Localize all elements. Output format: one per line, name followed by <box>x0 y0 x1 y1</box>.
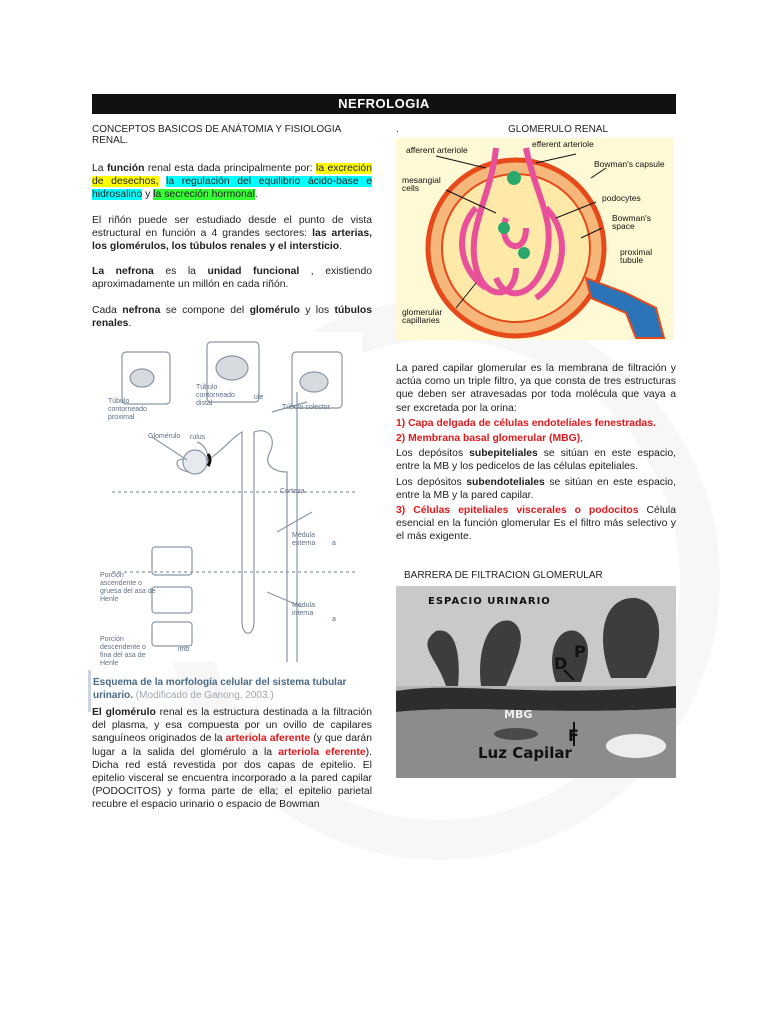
label-mbg: MBG <box>504 708 533 721</box>
micrograph-figure <box>396 586 676 778</box>
label-corteza: Corteza <box>280 488 305 495</box>
text-run: (y que darán lugar a la salida del glomérulo a la <box>92 733 372 758</box>
text-run: se sitúan en este espacio, entre la MB y los pedicelos de las células epiteliales. <box>396 448 676 473</box>
text-run: renal es la estructura destinada a la filtración del plasma, y esa compuesta por un ovillo de capilares sanguíneos originados de la <box>92 707 372 745</box>
label-espacio-urinario: ESPACIO URINARIO <box>428 596 551 607</box>
label-imb: imb <box>178 646 190 653</box>
paragraph-componentes <box>92 304 372 330</box>
label-a1: a <box>332 540 336 547</box>
paragraph-estructura <box>92 214 372 254</box>
section-heading-glomerulo: GLOMERULO RENAL <box>508 124 609 135</box>
text-run: . <box>339 241 343 253</box>
red-term-eferente: arteriola eferente <box>278 746 366 758</box>
list-item-mbg <box>396 432 676 445</box>
paragraph-subepiteliales <box>396 447 676 473</box>
label-ule: ule <box>254 394 264 401</box>
label-proximal-tubule: proximal tubule <box>620 247 653 265</box>
text-run: El riñón puede ser estudiado desde el punto de vista estructural en función a 4 grandes sectores: <box>92 214 372 239</box>
label-bowmans-capsule: Bowman's capsule <box>594 159 665 169</box>
red-term-mbg: 2) Membrana basal glomerular (MBG) <box>396 433 581 445</box>
paragraph-funcion-renal <box>92 162 372 202</box>
left-column <box>92 124 372 342</box>
bold-term-subepiteliales: subepiteliales <box>469 448 538 460</box>
bold-term: glomérulo <box>249 304 300 316</box>
text-run: . <box>128 317 132 329</box>
label-medula-externa: Médula externa <box>292 532 316 547</box>
bold-term-subendoteliales: subendoteliales <box>466 476 545 488</box>
section-heading-conceptos: CONCEPTOS BASICOS DE ANÁTOMIA Y FISIOLOGIA RENAL. <box>92 124 341 146</box>
text-run: y <box>142 189 154 201</box>
nephron-figure <box>92 332 362 667</box>
label-a2: a <box>332 616 336 623</box>
text-run: , existiendo aproximadamente un millón en cada riñón. <box>92 266 373 291</box>
section-heading-barrera: BARRERA DE FILTRACION GLOMERULAR <box>404 570 603 581</box>
text-run: Los depósitos <box>396 448 470 460</box>
red-term-aferente: arteriola aferente <box>225 733 311 745</box>
label-luz-capilar: Luz Capilar <box>478 744 572 762</box>
text-run: La <box>92 163 107 174</box>
label-bowmans-space: Bowman's space <box>612 213 651 231</box>
caption-main: Esquema de la morfología celular del sistema tubular urinario. <box>93 677 347 701</box>
label-medula-interna: Médula interna <box>292 602 315 617</box>
right-column-text <box>396 362 676 556</box>
label-efferent-arteriole: efferent arteriole <box>532 139 594 149</box>
label-rulus: rulus <box>190 434 206 441</box>
label-d: D <box>554 654 568 673</box>
label-porcion-ascendente: Porción ascendente o gruesa del asa de Henle <box>100 572 156 603</box>
text-run: es la <box>153 266 208 278</box>
bold-term: nefrona <box>122 304 161 316</box>
red-term-podocitos: 3) Células epiteliales viscerales o podocitos <box>396 505 639 517</box>
label-p: P <box>574 642 586 661</box>
page-title-banner <box>92 94 676 114</box>
bold-term-sectores: las arterias, los glomérulos, los túbulos renales y el intersticio <box>92 227 372 253</box>
text-run: se compone del <box>160 304 250 316</box>
highlight-regulacion: la regulación del equilibrio ácido-base e hidrosalino <box>92 176 373 201</box>
label-tubulo-colector: Túbulo colector <box>282 404 330 411</box>
label-f: F <box>568 726 579 745</box>
list-item-capa-endotelial: 1) Capa delgada de células endoteliales fenestradas. <box>396 417 656 429</box>
paragraph-podocitos <box>396 504 676 544</box>
text-run: ). Dicha red está revestida por dos capas de epitelio. El epitelio visceral se encuentra incorporado a la pared capilar (PODOCITOS) y forma parte de ella; el epitelio parietal recubre el espacio urinario o espacio de Bowman <box>92 746 372 811</box>
paragraph-pared-capilar: La pared capilar glomerular es la membrana de filtración y actúa como un triple filtro, ya que consta de tres estructuras que deben ser atravesadas por toda molécula que vaya a ser excretada por la orina: <box>396 363 676 414</box>
text-run: Los depósitos <box>396 476 467 488</box>
bold-term-nefrona: La nefrona <box>92 266 154 278</box>
label-tubulo-distal: Túbulo contorneado distal <box>196 384 235 407</box>
glomerulus-figure <box>396 138 674 340</box>
label-porcion-descendente: Porción descendente o fina del asa de Henle <box>100 636 146 667</box>
bold-term: túbulos renales <box>92 304 372 329</box>
highlight-secrecion: la secreción hormonal <box>153 189 255 201</box>
paragraph-subendoteliales <box>396 476 676 502</box>
label-glomerulo: Glomérulo <box>148 433 181 440</box>
text-run: Célula esencial en la función glomerular Es el filtro más selectivo y el más exigente. <box>396 505 676 543</box>
text-run: . <box>254 189 258 201</box>
text-run: renal esta dada principalmente por: <box>144 163 317 174</box>
text-run <box>159 176 167 187</box>
text-run: se sitúan en este espacio, entre la MB y la pared capilar. <box>396 476 676 501</box>
bold-term-glomerulo: El glomérulo <box>92 707 156 718</box>
bold-term-funcion: función <box>106 163 145 174</box>
bold-term-unidad: unidad funcional <box>207 266 300 278</box>
text-run: Cada <box>92 304 123 316</box>
label-afferent-arteriole: afferent arteriole <box>406 145 468 155</box>
page-title: NEFROLOGIA <box>338 96 430 111</box>
label-mesangial-cells: mesangial cells <box>402 175 441 193</box>
caption-source: (Modificado de Ganong, 2003.) <box>133 690 274 701</box>
caption-text <box>93 676 363 702</box>
text-run: y los <box>299 304 335 316</box>
text-run: , <box>580 433 584 445</box>
label-tubulo-proximal: Túbulo contorneado proximal <box>108 398 147 421</box>
label-podocytes: podocytes <box>602 193 641 203</box>
dot-mark: . <box>396 124 399 135</box>
paragraph-nefrona <box>92 265 372 291</box>
highlight-excrecion: la excreción de desechos, <box>92 163 372 188</box>
label-glomerular-capillaries: glomerular capillaries <box>402 307 443 325</box>
paragraph-glomerulo <box>92 706 372 812</box>
